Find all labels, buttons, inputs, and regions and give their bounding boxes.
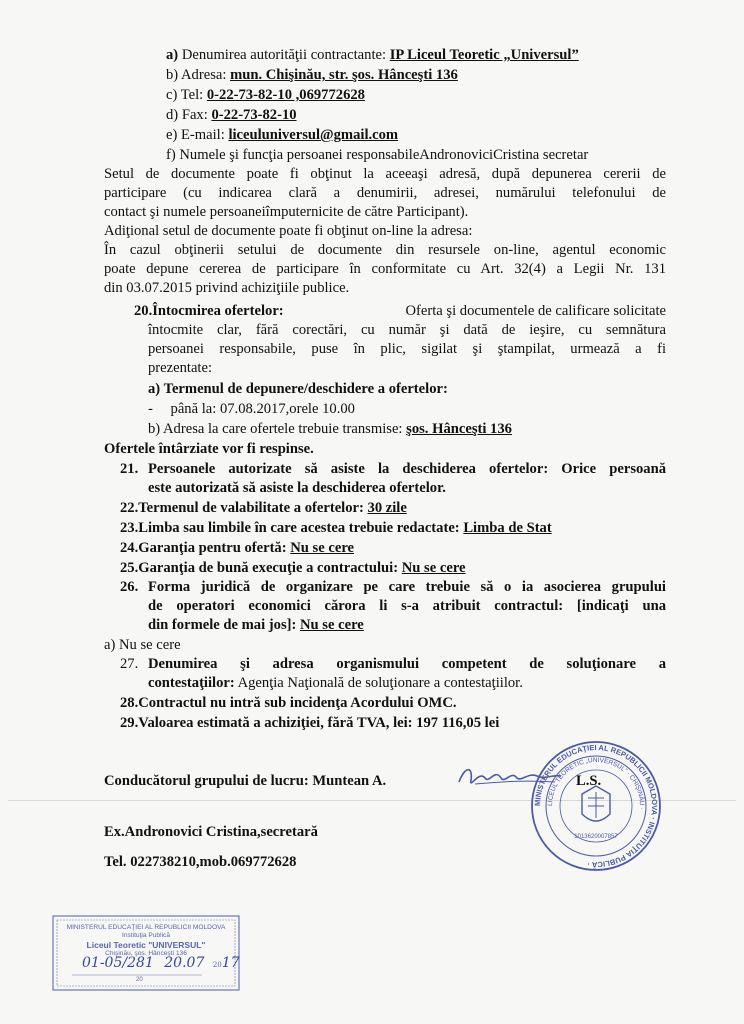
work-group-leader: Conducătorul grupului de lucru: Muntean A. [104, 773, 387, 789]
authority-phone: 0-22-73-82-10 ,069772628 [206, 87, 365, 103]
intro-line-2: participare (cu indicarea clară a denumirii, adresei, numărului telefonului de [104, 185, 666, 201]
item-27-line-1: 27. Denumirea şi adresa organismului competent de soluţionare a [120, 656, 666, 672]
svg-text:1013620007857: 1013620007857 [574, 834, 618, 840]
item-23: 23.Limba sau limbile în care acestea trebuie redactate: Limba de Stat [120, 520, 552, 536]
item-26-line-3: din formele de mai jos]: Nu se cere [148, 617, 364, 633]
item-24: 24.Garanţia pentru ofertă: Nu se cere [120, 540, 355, 556]
late-offers-notice: Ofertele întârziate vor fi respinse. [104, 441, 314, 457]
item-21-line-2: este autorizată să asiste la deschiderea ofertelor. [148, 480, 446, 496]
authority-address: mun. Chişinău, str. şos. Hânceşti 136 [230, 67, 458, 83]
item-26-line-1: 26. Forma juridică de organizare pe care trebuie să o ia asocierea grupului [120, 579, 666, 595]
item-26-a: a) Nu se cere [104, 637, 181, 653]
intro-line-5: În cazul obţinerii setului de documente din resursele on-line, agentul economic [104, 242, 666, 258]
item-20-a-deadline: - până la: 07.08.2017,orele 10.00 [148, 401, 355, 417]
registration-stamp-text: MINISTERUL EDUCAŢIEI AL REPUBLICII MOLDOVA Instituţia Publică Liceul Teoretic "UNIVERSUL" Chişinău, şos. Hânceşti 136 [66, 924, 226, 957]
item-21-line-1: 21. Persoanele autorizate să asiste la deschiderea ofertelor: Orice persoană [120, 461, 666, 477]
intro-line-3: contact şi numele persoaneiîmputernicite de către Participant). [104, 204, 469, 220]
item-26-line-2: de operatori economici cărora li s-a atribuit contractul: [indicaţi una [148, 598, 666, 614]
contact-line-f: f) Numele şi funcţia persoanei responsabileAndronoviciCristina secretar [166, 147, 589, 163]
item-28: 28.Contractul nu intră sub incidenţa Acordului OMC. [120, 695, 457, 711]
executor-name: Ex.Andronovici Cristina,secretară [104, 824, 318, 840]
item-22: 22.Termenul de valabilitate a ofertelor: 30 zile [120, 500, 407, 516]
executor-phone: Tel. 022738210,mob.069772628 [104, 854, 297, 870]
item-20-line-2: întocmite clar, fără corectări, cu număr şi dată de ieşire, cu semnătura [148, 322, 666, 338]
authority-name: IP Liceul Teoretic „Universul” [389, 47, 579, 63]
contact-line-a: a) Denumirea autorităţii contractante: IP Liceul Teoretic „Universul” [166, 47, 579, 63]
contact-line-e: e) E-mail: liceuluniversul@gmail.com [166, 127, 399, 143]
item-20-line-4: prezentate: [148, 360, 213, 376]
intro-line-6: poate depune cererea de participare în conformitate cu Art. 32(4) a Legii Nr. 131 [104, 261, 666, 277]
registration-handwritten: 01-05/281 20.07 2017 [82, 955, 240, 971]
authority-email: liceuluniversul@gmail.com [228, 127, 399, 143]
intro-line-1: Setul de documente poate fi obţinut la aceeaşi adresă, după depunerea cererii de [104, 166, 666, 182]
item-25: 25.Garanţia de bună execuţie a contractului: Nu se cere [120, 560, 466, 576]
registration-stamp: MINISTERUL EDUCAŢIEI AL REPUBLICII MOLDOVA Instituţia Publică Liceul Teoretic "UNIVERSUL" Chişinău, şos. Hânceşti 136 01-05/281 20.07 2017 20 [52, 915, 240, 991]
svg-text:MINISTERUL EDUCAŢIEI AL REPUBL: MINISTERUL EDUCAŢIEI AL REPUBLICII MOLDOVA · INSTITUŢIA PUBLICĂ · [532, 742, 660, 870]
item-29: 29.Valoarea estimată a achiziţiei, fără TVA, lei: 197 116,05 lei [120, 715, 500, 731]
item-27-line-2: contestaţiilor: Agenţia Naţională de soluţionare a contestaţiilor. [148, 675, 523, 691]
item-20-a: a) Termenul de depunere/deschidere a ofertelor: [148, 381, 448, 397]
item-20-line-3: persoanei responsabile, puse în plic, sigilat şi ştampilat, urmează a fi [148, 341, 666, 357]
intro-line-4: Adiţional setul de documente poate fi obţinut on-line la adresa: [104, 223, 473, 239]
item-20-line-1: 20.Întocmirea ofertelor: Oferta şi documentele de calificare solicitate [134, 303, 666, 319]
contact-line-c: c) Tel: 0-22-73-82-10 ,069772628 [166, 87, 365, 103]
intro-line-7: din 03.07.2015 privind achiziţiile publice. [104, 280, 350, 296]
item-20-b: b) Adresa la care ofertele trebuie transmise: şos. Hânceşti 136 [148, 421, 512, 437]
locus-sigilli: L.S. [576, 773, 602, 789]
contact-line-b: b) Adresa: mun. Chişinău, str. şos. Hânceşti 136 [166, 67, 458, 83]
svg-text:LICEUL TEORETIC „UNIVERSUL” ·: LICEUL TEORETIC „UNIVERSUL” · CHIŞINĂU · [546, 756, 646, 810]
official-round-stamp [530, 740, 662, 872]
contact-line-d: d) Fax: 0-22-73-82-10 [166, 107, 297, 123]
authority-fax: 0-22-73-82-10 [211, 107, 297, 123]
